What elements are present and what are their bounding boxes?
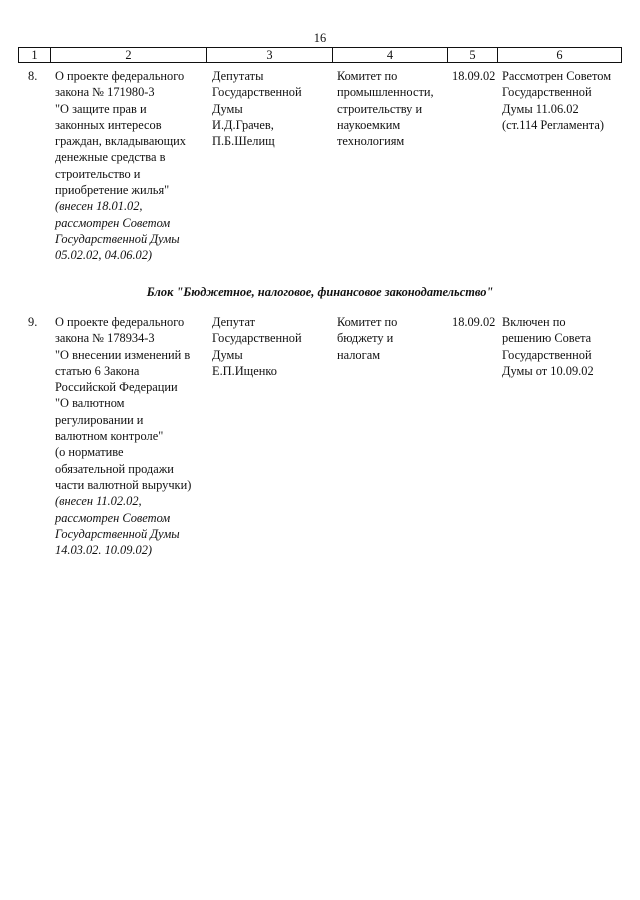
authors-line: И.Д.Грачев,	[212, 117, 274, 132]
page-number: 16	[313, 31, 327, 45]
status-line: Государственной	[502, 347, 592, 362]
bill-title-line: строительство и	[55, 166, 141, 181]
bill-status	[502, 68, 622, 133]
status-line: Думы от 10.09.02	[502, 363, 594, 378]
status-line: Включен по	[502, 315, 566, 329]
column-header-2: 2	[51, 48, 207, 63]
responsible-committee	[337, 314, 449, 363]
bill-title-line: приобретение жилья"	[55, 183, 170, 198]
bill-title-line: регулировании и	[55, 412, 144, 427]
authors-line: Думы	[212, 347, 243, 362]
bill-title-line: обязательной продажи	[55, 461, 174, 476]
entry-number: 9.	[28, 315, 38, 329]
authors-line: Е.П.Ищенко	[212, 363, 277, 378]
committee-line: налогам	[337, 347, 381, 362]
status-line: (ст.114 Регламента)	[502, 117, 604, 132]
bill-note-line: Государственной Думы	[55, 231, 180, 246]
bill-title-line: законных интересов	[55, 117, 162, 132]
status-line: решению Совета	[502, 331, 592, 346]
status-line: Думы 11.06.02	[502, 101, 579, 116]
status-line: Государственной	[502, 85, 592, 100]
status-line: Рассмотрен Советом	[502, 69, 612, 83]
committee-line: бюджету и	[337, 331, 394, 346]
column-header-3: 3	[207, 48, 333, 63]
authors-line: П.Б.Шелищ	[212, 134, 275, 149]
committee-line: промышленности,	[337, 85, 434, 100]
bill-authors	[212, 314, 330, 379]
bill-title-line: закона № 178934-3	[55, 331, 155, 346]
bill-note-line: 14.03.02. 10.09.02)	[55, 543, 153, 558]
block-heading: Блок "Бюджетное, налоговое, финансовое законодательство"	[146, 285, 494, 299]
bill-title-line: О проекте федерального	[55, 69, 185, 83]
column-header-5: 5	[448, 48, 498, 63]
bill-title-line: денежные средства в	[55, 150, 166, 165]
bill-authors	[212, 68, 330, 149]
committee-line: наукоемким	[337, 117, 401, 132]
authors-line: Государственной	[212, 331, 302, 346]
column-header-4: 4	[333, 48, 448, 63]
bill-title-line: закона № 171980-3	[55, 85, 155, 100]
bill-title-line: части валютной выручки)	[55, 477, 192, 492]
entry-number: 8.	[28, 69, 38, 83]
bill-title	[55, 314, 205, 558]
bill-title-line: граждан, вкладывающих	[55, 134, 186, 149]
bill-note-line: Государственной Думы	[55, 526, 180, 541]
bill-title	[55, 68, 205, 264]
committee-line: Комитет по	[337, 69, 398, 83]
authors-line: Депутат	[212, 315, 256, 329]
responsible-committee	[337, 68, 449, 149]
bill-note-line: (внесен 18.01.02,	[55, 199, 143, 214]
bill-title-line: "О защите прав и	[55, 101, 147, 116]
bill-note-line: рассмотрен Советом	[55, 510, 171, 525]
bill-title-line: (о нормативе	[55, 445, 124, 460]
authors-line: Государственной	[212, 85, 302, 100]
column-header-6: 6	[498, 48, 622, 63]
bill-status	[502, 314, 622, 379]
column-header-1: 1	[19, 48, 51, 63]
bill-note-line: (внесен 11.02.02,	[55, 494, 142, 509]
authors-line: Депутаты	[212, 69, 264, 83]
consideration-date: 18.09.02	[452, 69, 496, 83]
committee-line: Комитет по	[337, 315, 398, 329]
bill-title-line: статью 6 Закона	[55, 363, 140, 378]
bill-title-line: "О внесении изменений в	[55, 347, 191, 362]
consideration-date: 18.09.02	[452, 315, 496, 329]
authors-line: Думы	[212, 101, 243, 116]
committee-line: строительству и	[337, 101, 423, 116]
bill-title-line: валютном контроле"	[55, 429, 164, 444]
committee-line: технологиям	[337, 134, 405, 149]
bill-note-line: 05.02.02, 04.06.02)	[55, 248, 153, 263]
column-header-table	[18, 47, 622, 63]
bill-title-line: "О валютном	[55, 396, 125, 411]
bill-note-line: рассмотрен Советом	[55, 215, 171, 230]
bill-title-line: Российской Федерации	[55, 380, 178, 395]
bill-title-line: О проекте федерального	[55, 315, 185, 329]
